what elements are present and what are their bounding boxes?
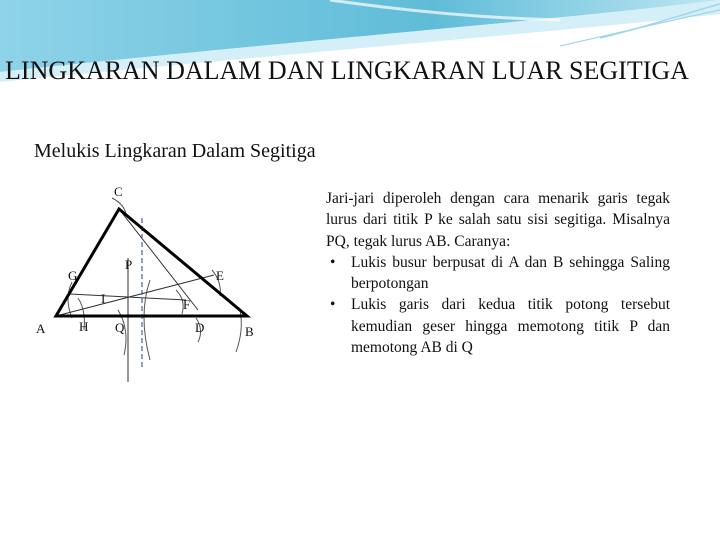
label-f: F xyxy=(183,297,191,312)
label-q: Q xyxy=(115,320,125,335)
label-b: B xyxy=(245,324,254,339)
slide-subtitle: Melukis Lingkaran Dalam Segitiga xyxy=(34,140,316,162)
angle-bisector-a xyxy=(56,275,214,316)
slide-title: LINGKARAN DALAM DAN LINGKARAN LUAR SEGITIGA xyxy=(5,56,689,85)
label-g: G xyxy=(68,268,78,283)
label-p: P xyxy=(125,257,133,272)
label-a: A xyxy=(36,321,46,336)
step-item: • Lukis busur berpusat di A dan B sehingga Saling berpotongan xyxy=(326,252,670,295)
label-c: C xyxy=(114,184,123,199)
label-h: H xyxy=(79,319,89,334)
label-d: D xyxy=(195,320,205,335)
label-i: I xyxy=(101,291,106,306)
steps-list xyxy=(326,252,670,358)
label-e: E xyxy=(216,268,224,283)
step-item: • Lukis garis dari kedua titik potong tersebut kemudian geser hingga memotong titik P dan memotong AB di Q xyxy=(326,294,670,358)
explanation-paragraph: Jari-jari diperoleh dengan cara menarik garis tegak lurus dari titik P ke salah satu sisi segitiga. Misalnya PQ, tegak lurus AB. Caranya: xyxy=(326,190,670,250)
incircle-construction-diagram xyxy=(0,170,290,390)
triangle-abc xyxy=(56,209,247,316)
explanation-text-block xyxy=(326,188,670,358)
